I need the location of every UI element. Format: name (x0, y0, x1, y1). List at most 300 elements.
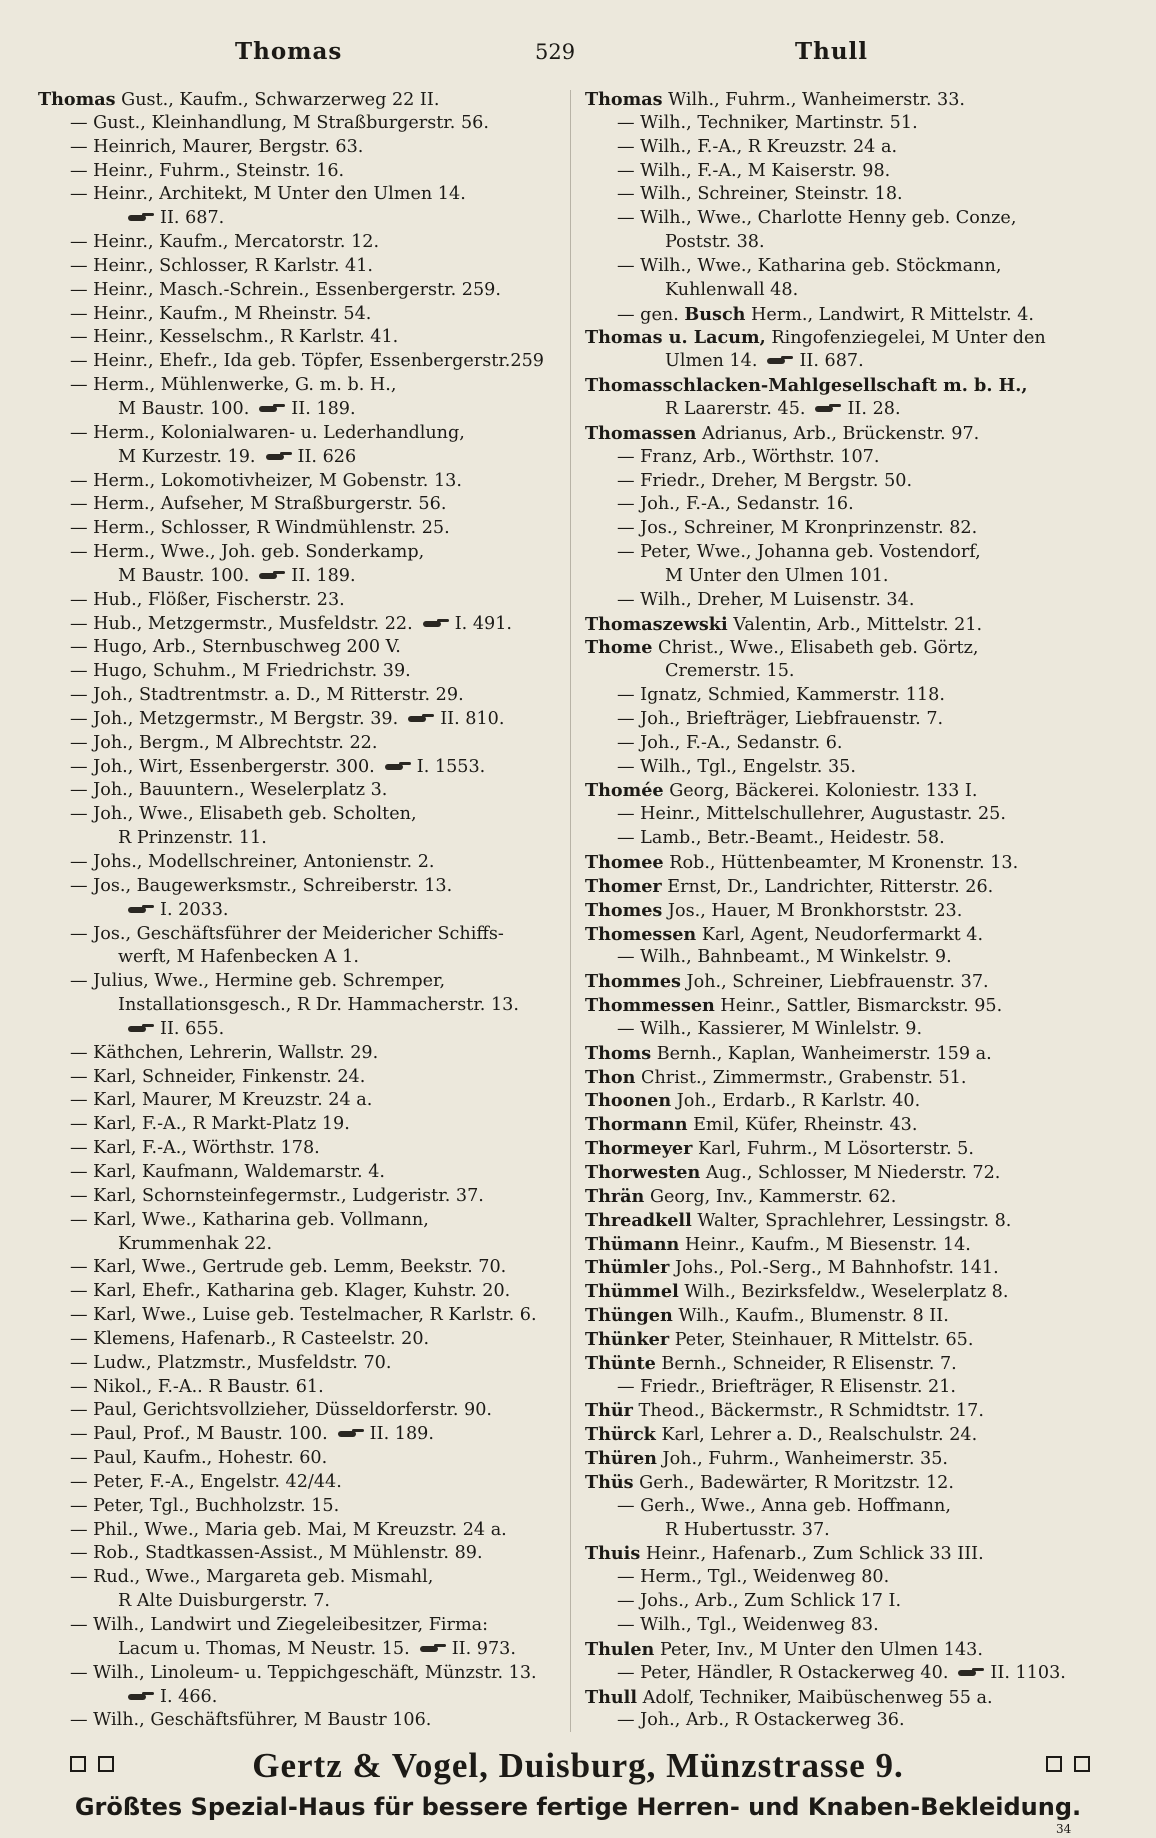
entry-text: — Jos., Baugewerksmstr., Schreiberstr. 13. (70, 875, 453, 896)
entry-text: — Karl, Wwe., Luise geb. Testelmacher, R Karlstr. 6. (70, 1305, 537, 1326)
entry-text: — Herm., Schlosser, R Windmühlenstr. 25. (70, 518, 450, 539)
phone-number: II. 810. (440, 708, 505, 729)
directory-entry (38, 803, 568, 827)
directory-entry (585, 1089, 1125, 1113)
entry-surname: Thommes (585, 971, 681, 993)
entry-surname: Thormeyer (585, 1138, 693, 1160)
entry-text: — Wilh., Kassierer, M Winlelstr. 9. (617, 1018, 923, 1039)
entry-surname: Thuis (585, 1543, 641, 1565)
entry-text: — Wilh., Wwe., Charlotte Henny geb. Conze, (617, 208, 1017, 229)
entry-text: Joh., Schreiner, Liebfrauenstr. 37. (680, 972, 989, 993)
directory-entry (585, 1304, 1125, 1328)
entry-surname: Thünker (585, 1328, 670, 1350)
directory-entry (585, 1542, 1125, 1566)
entry-text: Bernh., Kaplan, Wanheimerstr. 159 a. (651, 1043, 992, 1064)
entry-text: Heinr., Kaufm., M Biesenstr. 14. (679, 1234, 971, 1255)
entry-surname: Thome (585, 637, 653, 659)
phone-ref (128, 899, 229, 923)
directory-entry (38, 1137, 568, 1161)
entry-text: Wilh., Bezirksfeldw., Weselerplatz 8. (678, 1282, 1009, 1303)
directory-entry (38, 1662, 568, 1686)
page-header (0, 38, 1156, 72)
entry-text: Ringofenziegelei, M Unter den (765, 328, 1046, 349)
entry-surname: Thrän (585, 1185, 645, 1207)
entry-surname: Thomessen (585, 923, 697, 945)
phone-number: II. 189. (369, 1424, 434, 1445)
entry-text: Peter, Steinhauer, R Mittelstr. 65. (669, 1329, 974, 1350)
directory-entry (38, 422, 568, 446)
phone-number: II. 687. (799, 351, 864, 372)
entry-text: Installationsgesch., R Dr. Hammacherstr. 13. (118, 995, 519, 1016)
directory-entry (585, 1471, 1125, 1495)
entry-text: Heinr., Hafenarb., Zum Schlick 33 III. (640, 1544, 984, 1565)
sheet-signature: 34 (1056, 1822, 1072, 1836)
entry-surname: Thomes (585, 899, 663, 921)
phone-ref (128, 1018, 224, 1042)
directory-entry (585, 136, 1125, 160)
directory-entry (585, 923, 1125, 947)
entry-text: — Herm., Kolonialwaren- u. Lederhandlung, (70, 422, 465, 443)
header-right-keyword: Thull (795, 38, 869, 65)
entry-text: Christ., Wwe., Elisabeth geb. Görtz, (652, 638, 979, 659)
entry-text: Theod., Bäckermstr., R Schmidtstr. 17. (632, 1401, 984, 1422)
directory-entry (38, 303, 568, 327)
directory-entry (585, 1376, 1125, 1400)
directory-entry (585, 1113, 1125, 1137)
directory-entry (38, 1042, 568, 1066)
phone-ref (423, 613, 512, 637)
directory-entry (38, 1233, 568, 1257)
entry-text: — Heinrich, Maurer, Bergstr. 63. (70, 136, 364, 157)
pointing-hand-icon (385, 762, 411, 772)
directory-entry (38, 1089, 568, 1113)
directory-entry (38, 589, 568, 613)
entry-text: — Joh., Metzgermstr., M Bergstr. 39. (70, 708, 399, 729)
entry-surname: Thür (585, 1400, 633, 1422)
entry-text: — Julius, Wwe., Hermine geb. Schremper, (70, 971, 446, 992)
entry-text: Emil, Küfer, Rheinstr. 43. (687, 1115, 918, 1136)
directory-entry (585, 231, 1125, 255)
phone-ref (385, 756, 486, 780)
phone-ref (958, 1662, 1065, 1686)
directory-entry (585, 1638, 1125, 1662)
directory-entry: — gen. Busch Herm., Landwirt, R Mittelstr. 4. (617, 303, 1035, 325)
phone-ref (128, 207, 224, 231)
entry-text: Peter, Inv., M Unter den Ulmen 143. (654, 1639, 983, 1660)
entry-text: — Paul, Prof., M Baustr. 100. (70, 1424, 328, 1445)
directory-entry (38, 1018, 568, 1042)
entry-text: — Herm., Mühlenwerke, G. m. b. H., (70, 375, 397, 396)
entry-text: Bernh., Schneider, R Elisenstr. 7. (655, 1353, 957, 1374)
entry-text: — Joh., Briefträger, Liebfrauenstr. 7. (617, 708, 944, 729)
entry-text: Georg, Bäckerei. Koloniestr. 133 I. (663, 781, 978, 802)
directory-entry (585, 1161, 1125, 1185)
entry-surname: Thull (585, 1686, 638, 1708)
entry-text: R Prinzenstr. 11. (118, 828, 267, 849)
directory-entry (585, 350, 1125, 374)
entry-text: — Friedr., Briefträger, R Elisenstr. 21. (617, 1376, 957, 1397)
directory-entry (38, 565, 568, 589)
entry-surname: Thüs (585, 1471, 634, 1493)
entry-text: — Ignatz, Schmied, Kammerstr. 118. (617, 685, 945, 706)
entry-text: — Rob., Stadtkassen-Assist., M Mühlenstr. 89. (70, 1543, 483, 1564)
entry-text: — Joh., Bergm., M Albrechtstr. 22. (70, 732, 378, 753)
entry-text: — Joh., Wirt, Essenbergerstr. 300. (70, 756, 375, 777)
directory-entry (38, 1399, 568, 1423)
entry-text: — Heinr., Kaufm., Mercatorstr. 12. (70, 232, 380, 253)
entry-text: — Joh., Arb., R Ostackerweg 36. (617, 1710, 905, 1731)
entry-surname: Thomer (585, 875, 662, 897)
pointing-hand-icon (259, 404, 285, 414)
directory-entry (38, 732, 568, 756)
directory-entry (38, 517, 568, 541)
directory-entry (585, 1185, 1125, 1209)
entry-surname: Thoonen (585, 1090, 672, 1112)
directory-entry (585, 613, 1125, 637)
directory-entry (38, 660, 568, 684)
directory-entry (585, 636, 1125, 660)
entry-text: — Franz, Arb., Wörthstr. 107. (617, 446, 880, 467)
entry-text: — Ludw., Platzmstr., Musfeldstr. 70. (70, 1352, 392, 1373)
entry-text: — Karl, Schneider, Finkenstr. 24. (70, 1066, 366, 1087)
directory-entry (585, 565, 1125, 589)
entry-text: — Wilh., Dreher, M Luisenstr. 34. (617, 589, 915, 610)
entry-text: — Joh., Wwe., Elisabeth geb. Scholten, (70, 804, 417, 825)
directory-entry (585, 1614, 1125, 1638)
directory-entry (38, 756, 568, 780)
directory-entry (38, 994, 568, 1018)
directory-entry (585, 1566, 1125, 1590)
directory-entry (38, 1161, 568, 1185)
pointing-hand-icon (815, 404, 841, 414)
entry-text: Kuhlenwall 48. (665, 279, 799, 300)
entry-text: Gust., Kaufm., Schwarzerweg 22 II. (115, 90, 440, 110)
advert-headline: Gertz & Vogel, Duisburg, Münzstrasse 9. (252, 1746, 904, 1785)
directory-entry (38, 1113, 568, 1137)
entry-text: — Wilh., Techniker, Martinstr. 51. (617, 112, 918, 133)
directory-entry (585, 541, 1125, 565)
directory-entry (585, 827, 1125, 851)
entry-surname: Thomée (585, 780, 664, 802)
directory-entry (38, 827, 568, 851)
pointing-hand-icon (128, 213, 154, 223)
directory-entry (585, 899, 1125, 923)
entry-text: — Wilh., Tgl., Weidenweg 83. (617, 1615, 879, 1635)
entry-surname: Thomee (585, 852, 664, 873)
entry-text: Jos., Hauer, M Bronkhorststr. 23. (662, 900, 963, 921)
entry-surname: Thomassen (585, 422, 697, 444)
entry-text: Gerh., Badewärter, R Moritzstr. 12. (633, 1472, 954, 1493)
ornament-box-icon (1074, 1756, 1090, 1772)
entry-text: — Peter, Händler, R Ostackerweg 40. (617, 1662, 949, 1683)
entry-text: — Phil., Wwe., Maria geb. Mai, M Kreuzstr. 24 a. (70, 1519, 507, 1540)
pointing-hand-icon (338, 1429, 364, 1439)
pointing-hand-icon (423, 619, 449, 629)
directory-entry (38, 326, 568, 350)
directory-entry (585, 1662, 1125, 1686)
directory-entry (585, 684, 1125, 708)
pointing-hand-icon (266, 452, 292, 462)
directory-entry (585, 1447, 1125, 1471)
entry-text: Walter, Sprachlehrer, Lessingstr. 8. (691, 1210, 1012, 1231)
directory-entry (585, 398, 1125, 422)
directory-entry (585, 1042, 1125, 1066)
entry-text: — Heinr., Kesselschm., R Karlstr. 41. (70, 327, 399, 348)
entry-text: M Baustr. 100. (118, 565, 250, 586)
directory-entry (38, 899, 568, 923)
directory-entry (38, 1352, 568, 1376)
directory-entry (38, 779, 568, 803)
entry-surname: Thommessen (585, 995, 715, 1017)
phone-ref (338, 1423, 434, 1447)
directory-entry (38, 1328, 568, 1352)
pointing-hand-icon (128, 1692, 154, 1702)
directory-entry (585, 470, 1125, 494)
entry-text: Rob., Hüttenbeamter, M Kronenstr. 13. (663, 853, 1019, 873)
entry-text: Krummenhak 22. (118, 1233, 273, 1254)
directory-entry (38, 470, 568, 494)
entry-text: Valentin, Arb., Mittelstr. 21. (727, 614, 983, 635)
directory-entry (585, 1280, 1125, 1304)
entry-surname: Thon (585, 1066, 636, 1088)
entry-surname: Thümmel (585, 1281, 679, 1303)
entry-text: — Friedr., Dreher, M Bergstr. 50. (617, 470, 913, 491)
entry-text: — Wilh., Schreiner, Steinstr. 18. (617, 184, 903, 205)
directory-entry (38, 1185, 568, 1209)
directory-entry (585, 1686, 1125, 1710)
advert-tagline: Größtes Spezial-Haus für bessere fertige Herren- und Knaben-Bekleidung. (74, 1793, 1082, 1821)
entry-surname: Thulen (585, 1638, 655, 1660)
directory-entry (38, 708, 568, 732)
left-column (38, 88, 568, 1733)
phone-number: II. 189. (291, 565, 356, 586)
entry-text: — Wilh., Geschäftsführer, M Baustr 106. (70, 1710, 432, 1731)
directory-entry (585, 1399, 1125, 1423)
directory-entry (38, 1256, 568, 1280)
directory-entry (585, 779, 1125, 803)
phone-number: II. 973. (451, 1638, 516, 1659)
entry-text: Adrianus, Arb., Brückenstr. 97. (696, 423, 980, 444)
directory-entry (38, 255, 568, 279)
entry-text: — Heinr., Ehefr., Ida geb. Töpfer, Essenbergerstr.259 (70, 351, 544, 372)
directory-entry (38, 1423, 568, 1447)
entry-surname: Threadkell (585, 1209, 692, 1231)
entry-text: — Paul, Gerichtsvollzieher, Düsseldorferstr. 90. (70, 1400, 493, 1421)
pointing-hand-icon (420, 1644, 446, 1654)
directory-entry (585, 88, 1125, 112)
directory-entry (585, 1066, 1125, 1090)
directory-entry (38, 1519, 568, 1543)
directory-entry (38, 207, 568, 231)
directory-entry (585, 589, 1125, 613)
entry-text: — Heinr., Schlosser, R Karlstr. 41. (70, 255, 373, 276)
phone-ref (128, 1686, 217, 1710)
header-left-keyword: Thomas (235, 38, 343, 65)
directory-entry (585, 1137, 1125, 1161)
entry-surname: Thüngen (585, 1305, 673, 1327)
directory-entry (585, 112, 1125, 136)
directory-entry (585, 374, 1125, 398)
entry-text: Johs., Pol.-Serg., M Bahnhofstr. 141. (669, 1258, 999, 1279)
entry-text: Joh., Fuhrm., Wanheimerstr. 35. (656, 1449, 949, 1470)
phone-number: I. 491. (454, 613, 513, 634)
entry-text: — Johs., Modellschreiner, Antonienstr. 2. (70, 852, 435, 872)
directory-entry (38, 231, 568, 255)
directory-entry (38, 1709, 568, 1733)
entry-text: — Herm., Lokomotivheizer, M Gobenstr. 13. (70, 470, 462, 491)
ornament-box-icon (1046, 1756, 1062, 1772)
directory-entry (585, 1256, 1125, 1280)
directory-entry (38, 1614, 568, 1638)
directory-entry (585, 446, 1125, 470)
entry-text: — Hugo, Arb., Sternbuschweg 200 V. (70, 637, 401, 658)
entry-text: — Herm., Aufseher, M Straßburgerstr. 56. (70, 494, 447, 515)
directory-entry (38, 279, 568, 303)
entry-text: — Wilh., Landwirt und Ziegeleibesitzer, Firma: (70, 1615, 489, 1635)
entry-text: — Karl, Ehefr., Katharina geb. Klager, Kuhstr. 20. (70, 1281, 511, 1302)
directory-entry (585, 756, 1125, 780)
entry-text: — Jos., Geschäftsführer der Meidericher Schiffs- (70, 923, 504, 944)
entry-text: — Lamb., Betr.-Beamt., Heidestr. 58. (617, 828, 945, 849)
entry-surname: Thümann (585, 1233, 680, 1255)
directory-entry (585, 279, 1125, 303)
entry-text: Wilh., Fuhrm., Wanheimerstr. 33. (662, 90, 966, 110)
phone-ref (408, 708, 504, 732)
directory-entry (38, 1590, 568, 1614)
directory-entry (585, 660, 1125, 684)
directory-entry (38, 541, 568, 565)
directory-entry (585, 517, 1125, 541)
entry-surname: Thürck (585, 1424, 656, 1446)
phone-ref (420, 1638, 516, 1662)
directory-entry (585, 422, 1125, 446)
directory-entry (38, 613, 568, 637)
directory-entry (38, 446, 568, 470)
directory-entry (585, 851, 1125, 875)
advertisement (0, 1744, 1156, 1824)
entry-text: — Jos., Schreiner, M Kronprinzenstr. 82. (617, 518, 978, 539)
entry-surname: Busch (684, 303, 746, 325)
directory-entry (585, 1423, 1125, 1447)
directory-entry (38, 1495, 568, 1519)
directory-entry (38, 1471, 568, 1495)
entry-text: — Heinr., Masch.-Schrein., Essenbergerstr. 259. (70, 279, 501, 300)
entry-text: Wilh., Kaufm., Blumenstr. 8 II. (672, 1306, 949, 1327)
entry-text: — Karl, Maurer, M Kreuzstr. 24 a. (70, 1090, 373, 1111)
entry-text: M Baustr. 100. (118, 398, 250, 419)
entry-surname: Thüren (585, 1448, 657, 1470)
directory-entry (38, 398, 568, 422)
entry-text: — Paul, Kaufm., Hohestr. 60. (70, 1448, 328, 1469)
phone-number: I. 2033. (160, 899, 229, 920)
pointing-hand-icon (408, 714, 434, 724)
directory-entry (585, 875, 1125, 899)
entry-surname: Thomas u. Lacum, (585, 327, 766, 349)
entry-text: Karl, Fuhrm., M Lösorterstr. 5. (692, 1139, 974, 1160)
directory-entry (38, 493, 568, 517)
entry-text: — Karl, Schornsteinfegermstr., Ludgeristr. 37. (70, 1185, 484, 1206)
entry-text: Adolf, Techniker, Maibüschenweg 55 a. (637, 1687, 993, 1708)
entry-text: R Laarerstr. 45. (665, 398, 806, 419)
entry-text: — Joh., F.-A., Sedanstr. 16. (617, 494, 854, 515)
directory-entry (585, 255, 1125, 279)
directory-entry (38, 875, 568, 899)
entry-text: Christ., Zimmermstr., Grabenstr. 51. (635, 1067, 967, 1088)
directory-entry (38, 946, 568, 970)
entry-surname: Thomaszewski (585, 613, 728, 635)
entry-text: — Hugo, Schuhm., M Friedrichstr. 39. (70, 661, 411, 682)
directory-entry (38, 923, 568, 947)
pointing-hand-icon (259, 571, 285, 581)
entry-surname: Thomasschlacken-Mahlgesellschaft m. b. H., (585, 375, 1028, 397)
directory-entry (585, 1709, 1125, 1733)
directory-entry (38, 851, 568, 875)
directory-entry (585, 1352, 1125, 1376)
right-column (585, 88, 1125, 1733)
entry-text: werft, M Hafenbecken A 1. (118, 947, 359, 968)
entry-text: Georg, Inv., Kammerstr. 62. (644, 1186, 897, 1207)
entry-text: — Joh., Bauuntern., Weselerplatz 3. (70, 780, 388, 801)
directory-entry (38, 636, 568, 660)
entry-text: — Gerh., Wwe., Anna geb. Hoffmann, (617, 1495, 951, 1516)
entry-surname: Thorwesten (585, 1161, 701, 1183)
directory-entry (38, 1686, 568, 1710)
directory-entry (38, 1280, 568, 1304)
entry-text: M Kurzestr. 19. (118, 446, 256, 467)
entry-text: — Heinr., Mittelschullehrer, Augustastr. 25. (617, 804, 1006, 825)
directory-entry (38, 183, 568, 207)
directory-entry (585, 803, 1125, 827)
entry-text: — Heinr., Architekt, M Unter den Ulmen 14. (70, 184, 466, 205)
pointing-hand-icon (128, 1024, 154, 1034)
entry-text: — Karl, F.-A., R Markt-Platz 19. (70, 1114, 350, 1135)
entry-text: — Peter, Wwe., Johanna geb. Vostendorf, (617, 542, 981, 563)
entry-text: — Peter, Tgl., Buchholzstr. 15. (70, 1495, 340, 1516)
entry-text: — Karl, Wwe., Katharina geb. Vollmann, (70, 1209, 429, 1230)
entry-text: — Hub., Metzgermstr., Musfeldstr. 22. (70, 613, 413, 634)
directory-entry (38, 88, 568, 112)
directory-entry (585, 326, 1125, 350)
entry-surname: Thoms (585, 1042, 652, 1064)
directory-entry (585, 207, 1125, 231)
phone-ref (259, 398, 355, 422)
directory-entry (585, 970, 1125, 994)
pointing-hand-icon (767, 356, 793, 366)
pointing-hand-icon (128, 905, 154, 915)
directory-entry (585, 493, 1125, 517)
directory-entry (585, 708, 1125, 732)
entry-text: — Wilh., F.-A., M Kaiserstr. 98. (617, 160, 891, 181)
directory-entry (585, 946, 1125, 970)
directory-entry (585, 1018, 1125, 1042)
entry-text: Karl, Agent, Neudorfermarkt 4. (696, 924, 984, 945)
directory-entry (585, 1519, 1125, 1543)
directory-entry (585, 732, 1125, 756)
entry-text: Aug., Schlosser, M Niederstr. 72. (700, 1162, 1001, 1183)
directory-entry (38, 1304, 568, 1328)
entry-text: — Wilh., Wwe., Katharina geb. Stöckmann, (617, 255, 1002, 276)
phone-number: II. 626 (297, 446, 357, 467)
directory-entry (38, 374, 568, 398)
entry-text: Karl, Lehrer a. D., Realschulstr. 24. (655, 1425, 978, 1446)
entry-text: R Alte Duisburgerstr. 7. (118, 1591, 330, 1612)
entry-surname: Thünte (585, 1352, 656, 1374)
directory-entry (585, 1328, 1125, 1352)
directory-entry (38, 1209, 568, 1233)
directory-entry (38, 1376, 568, 1400)
entry-text: — Joh., F.-A., Sedanstr. 6. (617, 732, 843, 753)
directory-entry (585, 183, 1125, 207)
